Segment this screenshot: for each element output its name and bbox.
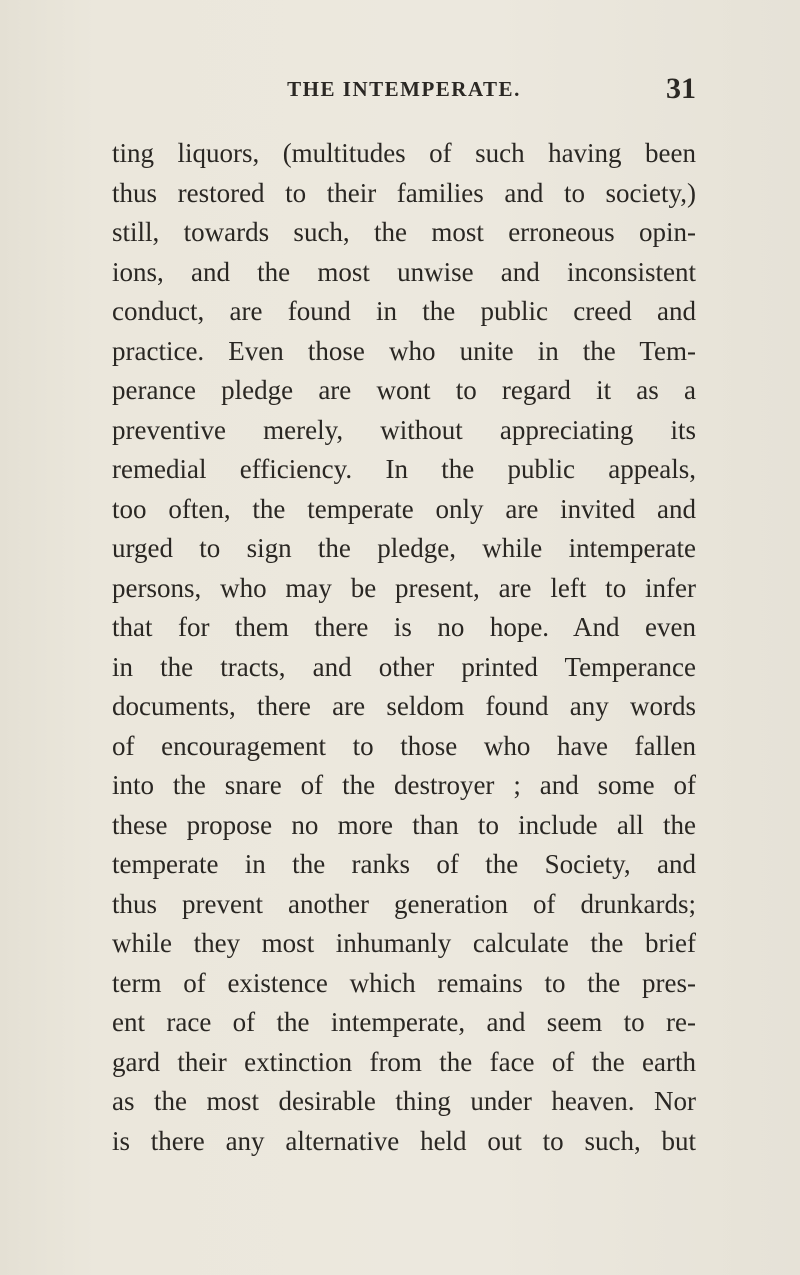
text-line: urged to sign the pledge, while intemperate bbox=[112, 533, 696, 563]
text-line: conduct, are found in the public creed and bbox=[112, 296, 696, 326]
text-line: remedial efficiency. In the public appeals, bbox=[112, 454, 696, 484]
text-line: too often, the temperate only are invited and bbox=[112, 493, 696, 524]
text-line: term of existence which remains to the pres- bbox=[112, 967, 696, 998]
text-line: preventive merely, without appreciating its bbox=[112, 414, 696, 445]
text-line: while they most inhumanly calculate the brief bbox=[112, 928, 696, 958]
body-text bbox=[112, 134, 696, 1161]
running-title: THE INTEMPERATE. bbox=[287, 77, 521, 101]
text-line: ions, and the most unwise and inconsistent bbox=[112, 256, 696, 287]
text-line: thus prevent another generation of drunkards; bbox=[112, 888, 696, 919]
text-line: practice. Even those who unite in the Tem- bbox=[112, 335, 696, 366]
page-number: 31 bbox=[666, 72, 696, 105]
text-line: temperate in the ranks of the Society, and bbox=[112, 849, 696, 879]
text-line: perance pledge are wont to regard it as a bbox=[112, 375, 696, 405]
text-line: of encouragement to those who have fallen bbox=[112, 730, 696, 761]
text-line: in the tracts, and other printed Temperance bbox=[112, 651, 696, 682]
running-head bbox=[112, 72, 696, 112]
text-line: thus restored to their families and to society,) bbox=[112, 177, 696, 208]
text-line: is there any alternative held out to such, but bbox=[112, 1125, 696, 1156]
text-line: into the snare of the destroyer ; and some of bbox=[112, 770, 696, 800]
text-line: these propose no more than to include all the bbox=[112, 809, 696, 840]
text-line: that for them there is no hope. And even bbox=[112, 612, 696, 642]
text-line: ent race of the intemperate, and seem to re- bbox=[112, 1007, 696, 1037]
text-line: gard their extinction from the face of the earth bbox=[112, 1046, 696, 1077]
text-line: ting liquors, (multitudes of such having been bbox=[112, 138, 696, 168]
text-line: as the most desirable thing under heaven. Nor bbox=[112, 1086, 696, 1116]
text-line: persons, who may be present, are left to infer bbox=[112, 572, 696, 603]
text-line: documents, there are seldom found any words bbox=[112, 691, 696, 721]
text-line: still, towards such, the most erroneous opin- bbox=[112, 217, 696, 247]
